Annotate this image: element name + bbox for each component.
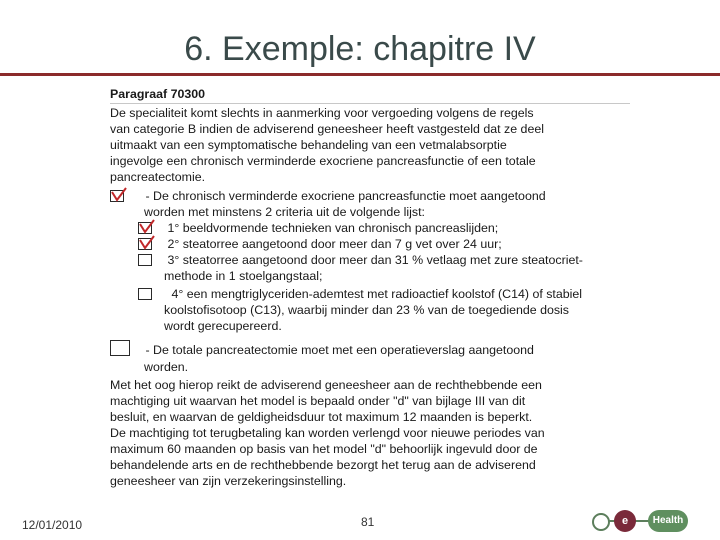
closing-line: behandelende arts en de rechthebbende bezorgt het terug aan de adviserend: [110, 458, 536, 473]
criterion-item: [138, 236, 630, 252]
closing-line: De machtiging tot terugbetaling kan worden verlengd voor nieuwe periodes van: [110, 425, 545, 440]
criterion-line: 4° een mengtriglyceriden-ademtest met radioactief koolstof (C14) of stabiel: [171, 287, 583, 302]
criterion-line: wordt gerecupereerd.: [164, 319, 282, 334]
criterion-line: koolstofisotoop (C13), waarbij minder dan 23 % van de toegediende dosis: [164, 303, 570, 318]
closing-line: machtiging uit waarvan het model is bepaald onder "d" van bijlage III van dit: [110, 393, 526, 408]
option-a-line: - De chronisch verminderde exocriene pancreasfunctie moet aangetoond: [145, 188, 546, 203]
criterion-checkbox-4[interactable]: [138, 288, 152, 300]
option-a: [110, 188, 630, 220]
closing-line: geneesheer van zijn verzekeringsinstelling.: [110, 474, 347, 489]
closing-text: [110, 377, 630, 490]
criterion-line: methode in 1 stoelgangstaal;: [164, 269, 323, 284]
page-number: 81: [361, 515, 375, 529]
intro-line: van categorie B indien de adviserend geneesheer heeft vastgesteld dat ze deel: [110, 122, 544, 137]
title-divider: [0, 73, 720, 76]
criterion-line: 1° beeldvormende technieken van chronisch pancreaslijden;: [167, 220, 499, 235]
option-b-checkbox[interactable]: [110, 340, 130, 356]
footer-date: 12/01/2010: [22, 518, 83, 532]
document-excerpt: [110, 86, 630, 489]
criterion-checkbox-1[interactable]: [138, 222, 152, 234]
criteria-list: [110, 220, 630, 335]
closing-line: maximum 60 maanden op basis van het model "d" behoorlijk ingevuld door de: [110, 441, 538, 456]
option-b-line: - De totale pancreatectomie moet met een operatieverslag aangetoond: [145, 343, 534, 358]
intro-text: [110, 105, 630, 185]
intro-line: ingevolge een chronisch verminderde exocriene pancreasfunctie of een totale: [110, 154, 536, 169]
ehealth-logo: [590, 508, 690, 534]
intro-line: uitmaakt van een symptomatische behandeling van een vetmalabsorptie: [110, 138, 507, 153]
checkmark-icon: [110, 186, 128, 204]
intro-line: De specialiteit komt slechts in aanmerking voor vergoeding volgens de regels: [110, 106, 534, 121]
logo-health-badge: Health: [648, 510, 688, 532]
logo-e-badge: e: [614, 510, 636, 532]
criterion-item: [138, 286, 630, 334]
slide-title: 6. Exemple: chapitre IV: [184, 30, 536, 68]
option-b-line: worden.: [144, 359, 189, 374]
intro-line: pancreatectomie.: [110, 170, 206, 185]
criterion-checkbox-3[interactable]: [138, 254, 152, 266]
option-b: [110, 340, 630, 374]
criterion-checkbox-2[interactable]: [138, 238, 152, 250]
criterion-item: [138, 252, 630, 284]
option-a-line: worden met minstens 2 criteria uit de volgende lijst:: [144, 204, 425, 219]
option-a-checkbox[interactable]: [110, 190, 124, 202]
criterion-item: [138, 220, 630, 236]
logo-circle: [592, 513, 610, 531]
criterion-line: 2° steatorree aangetoond door meer dan 7 g vet over 24 uur;: [167, 236, 502, 251]
criterion-line: 3° steatorree aangetoond door meer dan 31 % vetlaag met zure steatocriet-: [167, 252, 583, 267]
paragraph-heading: Paragraaf 70300: [110, 86, 630, 104]
checkmark-icon: [138, 234, 156, 252]
closing-line: besluit, en waarvan de geldigheidsduur tot maximum 12 maanden is beperkt.: [110, 409, 533, 424]
closing-line: Met het oog hierop reikt de adviserend geneesheer aan de rechthebbende een: [110, 377, 542, 392]
